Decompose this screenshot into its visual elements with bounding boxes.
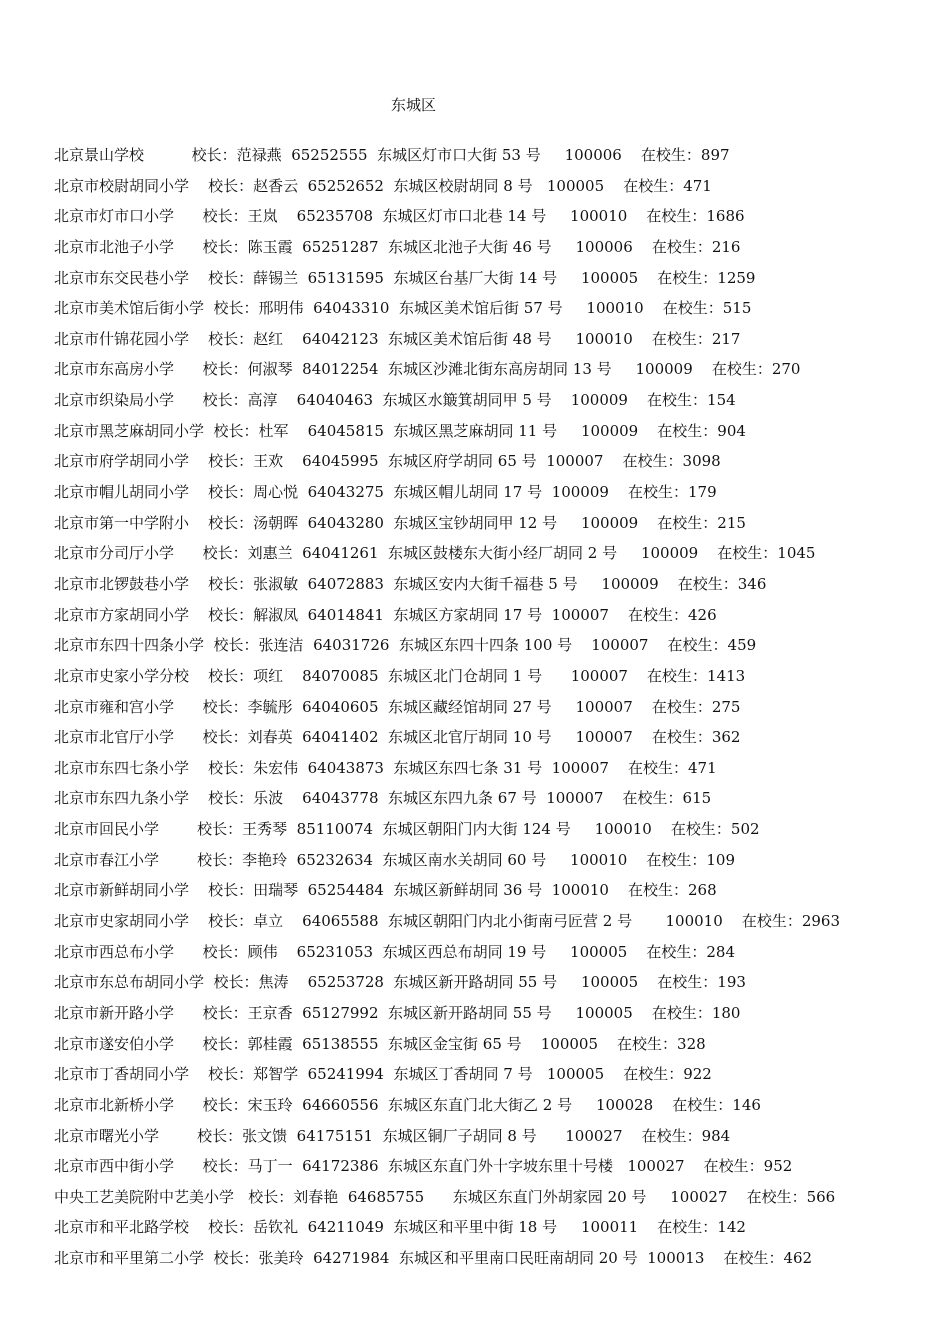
school-entry: 北京市美术馆后街小学 校长：邢明伟 64043310 东城区美术馆后街 57 号 100010 在校生：515 (54, 299, 752, 318)
school-entry: 北京市东交民巷小学 校长：薛锡兰 65131595 东城区台基厂大街 14 号 100005 在校生：1259 (54, 268, 756, 287)
school-entry: 北京市第一中学附小 校长：汤朝晖 64043280 东城区宝钞胡同甲 12 号 100009 在校生：215 (54, 513, 746, 532)
school-list (54, 143, 944, 1277)
school-entry: 北京市遂安伯小学 校长：郭桂霞 65138555 东城区金宝街 65 号 100005 在校生：328 (54, 1034, 706, 1053)
school-entry: 北京市新鲜胡同小学 校长：田瑞琴 65254484 东城区新鲜胡同 36 号 100010 在校生：268 (54, 881, 717, 900)
school-entry: 北京市灯市口小学 校长：王岚 65235708 东城区灯市口北巷 14 号 100010 在校生：1686 (54, 207, 745, 226)
school-entry: 北京市春江小学 校长：李艳玲 65232634 东城区南水关胡同 60 号 100010 在校生：109 (54, 850, 735, 869)
school-entry: 北京市丁香胡同小学 校长：郑智学 65241994 东城区丁香胡同 7 号 100005 在校生：922 (54, 1065, 712, 1084)
school-entry: 北京市和平北路学校 校长：岳钦礼 64211049 东城区和平里中街 18 号 100011 在校生：142 (54, 1218, 746, 1237)
school-entry: 北京市织染局小学 校长：高淳 64040463 东城区水簸箕胡同甲 5 号 100009 在校生：154 (54, 391, 736, 410)
school-entry: 北京市校尉胡同小学 校长：赵香云 65252652 东城区校尉胡同 8 号 100005 在校生：471 (54, 176, 712, 195)
school-entry: 北京市雍和宫小学 校长：李毓彤 64040605 东城区藏经馆胡同 27 号 100007 在校生：275 (54, 697, 741, 716)
school-entry: 中央工艺美院附中艺美小学 校长：刘春艳 64685755 东城区东直门外胡家园 20 号 100027 在校生：566 (54, 1187, 836, 1206)
school-entry: 北京市方家胡同小学 校长：解淑凤 64014841 东城区方家胡同 17 号 100007 在校生：426 (54, 605, 717, 624)
school-entry: 北京市西总布小学 校长：顾伟 65231053 东城区西总布胡同 19 号 100005 在校生：284 (54, 942, 735, 961)
school-entry: 北京市西中街小学 校长：马丁一 64172386 东城区东直门外十字坡东里十号楼 100027 在校生：952 (54, 1157, 793, 1176)
school-entry: 北京市北新桥小学 校长：宋玉玲 64660556 东城区东直门北大街乙 2 号 100028 在校生：146 (54, 1095, 761, 1114)
school-entry: 北京市东总布胡同小学 校长：焦涛 65253728 东城区新开路胡同 55 号 100005 在校生：193 (54, 973, 746, 992)
school-entry: 北京市新开路小学 校长：王京香 65127992 东城区新开路胡同 55 号 100005 在校生：180 (54, 1003, 741, 1022)
district-title: 东城区 (391, 96, 437, 114)
school-entry: 北京市帽儿胡同小学 校长：周心悦 64043275 东城区帽儿胡同 17 号 100009 在校生：179 (54, 483, 717, 502)
school-entry: 北京市府学胡同小学 校长：王欢 64045995 东城区府学胡同 65 号 100007 在校生：3098 (54, 452, 721, 471)
school-entry: 北京市北池子小学 校长：陈玉霞 65251287 东城区北池子大街 46 号 100006 在校生：216 (54, 237, 741, 256)
school-entry: 北京景山学校 校长：范禄燕 65252555 东城区灯市口大街 53 号 100006 在校生：897 (54, 146, 730, 164)
school-entry: 北京市什锦花园小学 校长：赵红 64042123 东城区美术馆后街 48 号 100010 在校生：217 (54, 329, 741, 348)
school-entry: 北京市曙光小学 校长：张文馈 64175151 东城区铜厂子胡同 8 号 100027 在校生：984 (54, 1126, 731, 1145)
school-entry: 北京市史家小学分校 校长：项红 84070085 东城区北门仓胡同 1 号 100007 在校生：1413 (54, 666, 746, 685)
school-entry: 北京市东高房小学 校长：何淑琴 84012254 东城区沙滩北街东高房胡同 13 号 100009 在校生：270 (54, 360, 801, 379)
school-entry: 北京市东四十四条小学 校长：张连洁 64031726 东城区东四十四条 100 号 100007 在校生：459 (54, 636, 757, 655)
school-entry: 北京市回民小学 校长：王秀琴 85110074 东城区朝阳门内大街 124 号 100010 在校生：502 (54, 820, 760, 839)
school-entry: 北京市分司厅小学 校长：刘惠兰 64041261 东城区鼓楼东大街小经厂胡同 2 号 100009 在校生：1045 (54, 544, 816, 563)
school-entry: 北京市和平里第二小学 校长：张美玲 64271984 东城区和平里南口民旺南胡同 20 号 100013 在校生：462 (54, 1249, 813, 1268)
school-entry: 北京市东四七条小学 校长：朱宏伟 64043873 东城区东四七条 31 号 100007 在校生：471 (54, 758, 717, 777)
school-entry: 北京市史家胡同小学 校长：卓立 64065588 东城区朝阳门内北小街南弓匠营 2 号 100010 在校生：2963 (54, 912, 840, 931)
school-entry: 北京市北锣鼓巷小学 校长：张淑敏 64072883 东城区安内大街千福巷 5 号 100009 在校生：346 (54, 574, 767, 593)
school-entry: 北京市黑芝麻胡同小学 校长：杜军 64045815 东城区黑芝麻胡同 11 号 100009 在校生：904 (54, 421, 746, 440)
school-entry: 北京市东四九条小学 校长：乐波 64043778 东城区东四九条 67 号 100007 在校生：615 (54, 789, 712, 808)
school-entry: 北京市北官厅小学 校长：刘春英 64041402 东城区北官厅胡同 10 号 100007 在校生：362 (54, 728, 741, 747)
